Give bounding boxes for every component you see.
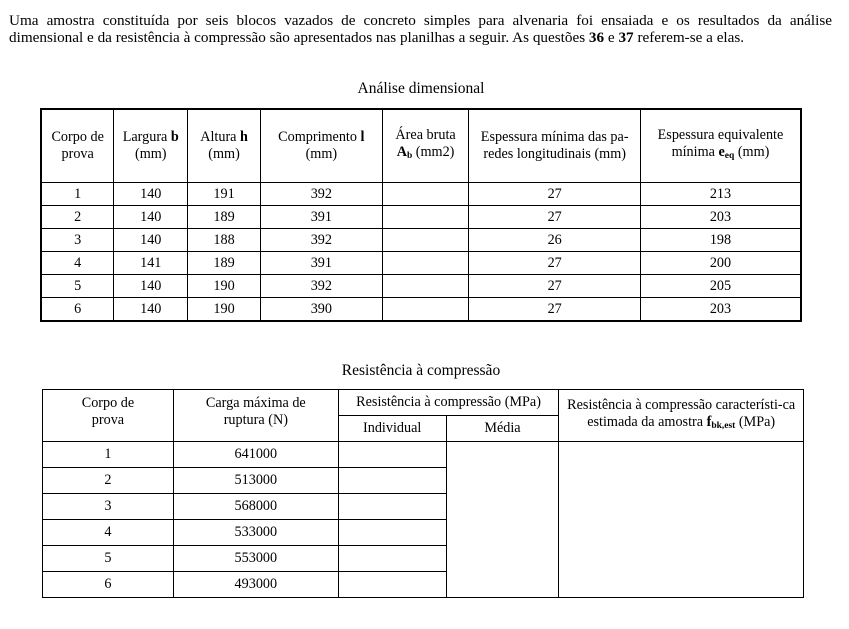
- header-espessura-equivalente: Espessura equivalente mínima $e_{eq}$ (mm): [640, 109, 801, 183]
- header-resistencia-compressao: Resistência à compressão (MPa): [338, 390, 559, 416]
- cell-individual: [338, 442, 446, 468]
- cell-corpo: 1: [41, 183, 114, 206]
- cell-area-bruta: [382, 275, 469, 298]
- cell-largura: 140: [114, 206, 188, 229]
- table-row: [41, 183, 801, 206]
- cell-corpo: 3: [43, 494, 174, 520]
- cell-corpo: 1: [43, 442, 174, 468]
- cell-espessura-minima: 26: [469, 229, 641, 252]
- cell-largura: 141: [114, 252, 188, 275]
- cell-individual: [338, 520, 446, 546]
- cell-altura: 188: [188, 229, 261, 252]
- table-row: [41, 298, 801, 322]
- table-row: [41, 252, 801, 275]
- cell-corpo: 3: [41, 229, 114, 252]
- table2-header-row-1: [43, 390, 804, 416]
- cell-espessura-minima: 27: [469, 252, 641, 275]
- cell-espessura-equivalente: 203: [640, 298, 801, 322]
- table1-caption: Análise dimensional: [357, 80, 485, 97]
- cell-espessura-equivalente: 200: [640, 252, 801, 275]
- cell-altura: 189: [188, 252, 261, 275]
- intro-paragraph: [9, 12, 832, 46]
- cell-area-bruta: [382, 298, 469, 322]
- cell-comprimento: 392: [260, 229, 382, 252]
- cell-altura: 190: [188, 298, 261, 322]
- intro-text-3: referem-se a elas.: [633, 29, 745, 46]
- dimensional-analysis-table: [40, 108, 802, 322]
- cell-area-bruta: [382, 229, 469, 252]
- cell-altura: 190: [188, 275, 261, 298]
- cell-carga: 641000: [173, 442, 338, 468]
- cell-carga: 513000: [173, 468, 338, 494]
- header-corpo-de-prova: Corpo de prova: [41, 109, 114, 183]
- cell-corpo: 6: [43, 572, 174, 598]
- table-row: [43, 442, 804, 468]
- cell-carga: 493000: [173, 572, 338, 598]
- header-corpo-de-prova: Corpo de prova: [43, 390, 174, 442]
- header-altura: Altura h (mm): [188, 109, 261, 183]
- cell-altura: 191: [188, 183, 261, 206]
- cell-corpo: 2: [41, 206, 114, 229]
- cell-corpo: 4: [41, 252, 114, 275]
- cell-comprimento: 391: [260, 206, 382, 229]
- cell-espessura-equivalente: 213: [640, 183, 801, 206]
- cell-largura: 140: [114, 298, 188, 322]
- cell-espessura-equivalente: 203: [640, 206, 801, 229]
- cell-media: [446, 442, 559, 598]
- intro-text-2: e: [604, 29, 619, 46]
- header-resistencia-caracteristica: Resistência à compressão característi-ca estimada da amostra $f_{bk,est}$ (MPa): [559, 390, 804, 442]
- header-individual: Individual: [338, 416, 446, 442]
- intro-text-1: Uma amostra constituída por seis blocos vazados de concreto simples para alvenaria foi ensaiada e os resultados da análise dimensional e da resistência à compressão são apresentados nas planilhas a seguir. As questões: [9, 12, 832, 46]
- cell-area-bruta: [382, 183, 469, 206]
- cell-corpo: 5: [43, 546, 174, 572]
- cell-corpo: 5: [41, 275, 114, 298]
- cell-espessura-equivalente: 205: [640, 275, 801, 298]
- cell-individual: [338, 572, 446, 598]
- table2-caption: Resistência à compressão: [341, 362, 501, 379]
- cell-espessura-minima: 27: [469, 275, 641, 298]
- cell-individual: [338, 468, 446, 494]
- header-largura: Largura b (mm): [114, 109, 188, 183]
- cell-altura: 189: [188, 206, 261, 229]
- cell-carga: 568000: [173, 494, 338, 520]
- cell-carga: 553000: [173, 546, 338, 572]
- cell-largura: 140: [114, 183, 188, 206]
- header-area-bruta: Área bruta $A_b$ (mm2): [382, 109, 469, 183]
- cell-corpo: 2: [43, 468, 174, 494]
- cell-comprimento: 391: [260, 252, 382, 275]
- cell-espessura-minima: 27: [469, 183, 641, 206]
- table-row: [41, 229, 801, 252]
- cell-corpo: 6: [41, 298, 114, 322]
- cell-largura: 140: [114, 275, 188, 298]
- cell-individual: [338, 546, 446, 572]
- question-number-37: 37: [618, 29, 634, 46]
- cell-area-bruta: [382, 206, 469, 229]
- cell-comprimento: 392: [260, 275, 382, 298]
- cell-comprimento: 390: [260, 298, 382, 322]
- cell-espessura-minima: 27: [469, 206, 641, 229]
- header-carga-maxima: Carga máxima de ruptura (N): [173, 390, 338, 442]
- header-espessura-minima: Espessura mínima das pa-redes longitudinais (mm): [469, 109, 641, 183]
- table1-header-row: [41, 109, 801, 183]
- cell-espessura-equivalente: 198: [640, 229, 801, 252]
- cell-largura: 140: [114, 229, 188, 252]
- table-row: [41, 206, 801, 229]
- header-comprimento: Comprimento l (mm): [260, 109, 382, 183]
- cell-espessura-minima: 27: [469, 298, 641, 322]
- header-media: Média: [446, 416, 559, 442]
- cell-caracteristica: [559, 442, 804, 598]
- table-row: [41, 275, 801, 298]
- cell-carga: 533000: [173, 520, 338, 546]
- compression-strength-table: [42, 389, 804, 598]
- cell-area-bruta: [382, 252, 469, 275]
- cell-individual: [338, 494, 446, 520]
- question-number-36: 36: [588, 29, 605, 46]
- cell-comprimento: 392: [260, 183, 382, 206]
- cell-corpo: 4: [43, 520, 174, 546]
